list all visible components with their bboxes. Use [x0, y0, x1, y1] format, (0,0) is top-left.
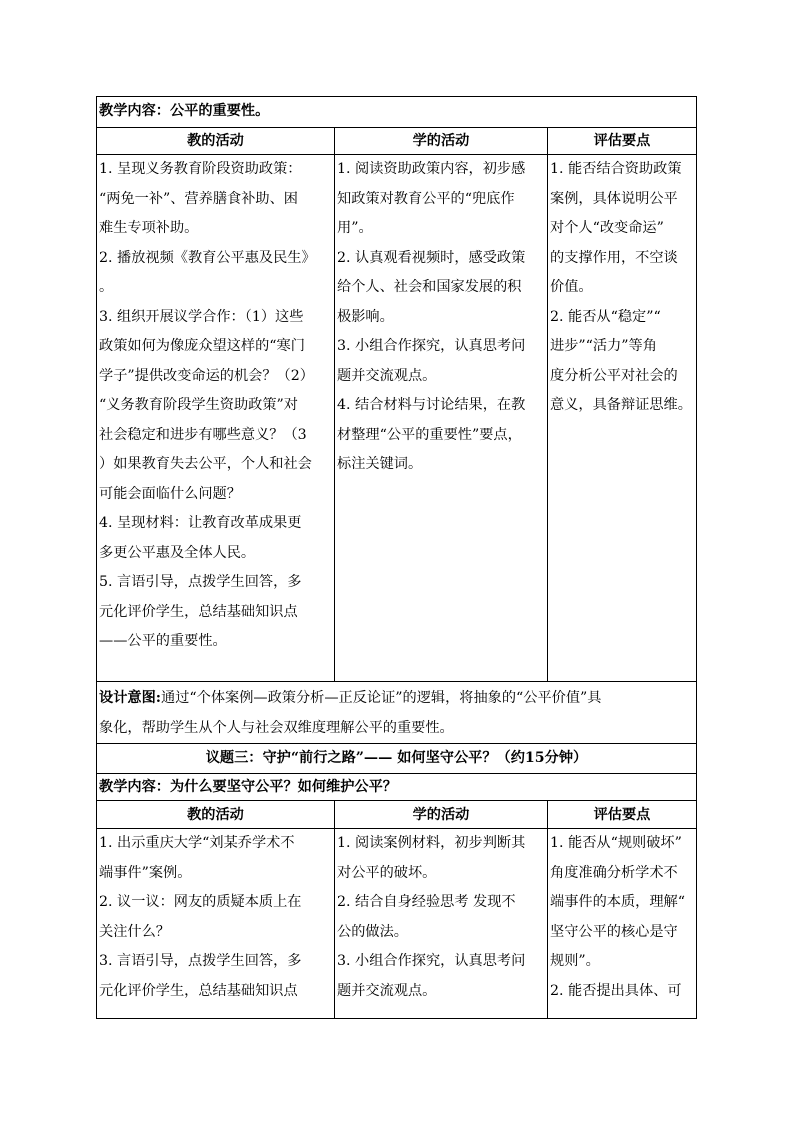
student-line: 题并交流观点。: [337, 367, 437, 384]
teacher-line: “两免一补”、营养膳食补助、困: [99, 190, 298, 207]
lesson-plan-table: [96, 96, 697, 1019]
student-line: 2. 认真观看视频时，感受政策: [337, 249, 526, 266]
student-line: 1. 阅读案例材料，初步判断其: [337, 835, 526, 851]
design-intent: [97, 682, 696, 743]
header-teacher: 教的活动: [97, 128, 335, 154]
teacher-line: 3. 组织开展议学合作：（1）这些: [99, 308, 304, 325]
teacher-line: 社会稳定和进步有哪些意义？（3: [99, 426, 307, 443]
eval-line: 的支撑作用，不空谈: [550, 249, 678, 266]
teacher-line: 可能会面临什么问题？: [99, 485, 241, 502]
teacher-line: 多更公平惠及全体人民。: [99, 544, 256, 561]
teacher-line: ——公平的重要性。: [99, 633, 227, 649]
teacher-line: 4. 呈现材料：让教育改革成果更: [99, 515, 302, 531]
header-student: 学的活动: [335, 801, 548, 828]
header-eval: 评估要点: [593, 807, 651, 823]
eval-line: 对个人“改变命运”: [550, 220, 664, 236]
eval-line: 进步”“活力”等角: [550, 338, 657, 354]
student-line: 知政策对教育公平的“兜底作: [337, 190, 515, 207]
topic-title: 议题三：守护“前行之路”—— 如何坚守公平？（约15分钟）: [205, 750, 588, 766]
student-line: 极影响。: [337, 308, 394, 325]
eval-line: 端事件的本质，理解“: [550, 894, 685, 910]
eval-line: 1. 能否结合资助政策: [550, 161, 682, 177]
eval-line: 价值。: [550, 279, 593, 295]
eval-line: 规则”。: [550, 953, 600, 969]
content-title-2: 教学内容：为什么要坚守公平？如何维护公平？: [99, 779, 397, 795]
eval-line: 角度准确分析学术不: [550, 864, 678, 881]
eval-line: 坚守公平的核心是守: [550, 923, 678, 940]
content-title-row-2: [96, 773, 697, 800]
teacher-line: 关注什么？: [99, 923, 170, 940]
teacher-line: 元化评价学生，总结基础知识点: [99, 603, 298, 620]
teacher-line: “义务教育阶段学生资助政策”对: [99, 397, 298, 413]
header-row-2: [96, 800, 697, 828]
student-activities: [335, 155, 548, 681]
teacher-line: 1. 出示重庆大学“刘某乔学术不: [99, 835, 295, 851]
teacher-line: 2. 议一议：网友的质疑本质上在: [99, 894, 302, 910]
design-intent-row: [96, 681, 697, 743]
eval-points: [548, 155, 696, 681]
header-row: [96, 127, 697, 154]
content-title: 教学内容：公平的重要性。: [99, 103, 270, 119]
student-line: 对公平的破坏。: [337, 864, 437, 881]
eval-line: 2. 能否从“稳定”“: [550, 308, 661, 325]
teacher-line: 难生专项补助。: [99, 220, 199, 236]
teacher-line: 。: [99, 279, 114, 295]
topic-title-row: [96, 743, 697, 773]
teacher-line: ）如果教育失去公平，个人和社会: [99, 456, 312, 472]
student-line: 用”。: [337, 220, 373, 236]
design-intent-text: 象化，帮助学生从个人与社会双维度理解公平的重要性。: [99, 719, 454, 736]
header-eval: 评估要点: [593, 133, 651, 149]
teacher-line: 元化评价学生，总结基础知识点: [99, 982, 298, 999]
design-intent-label: 设计意图:: [99, 690, 161, 706]
student-line: 给个人、社会和国家发展的积: [337, 279, 522, 295]
eval-line: 度分析公平对社会的: [550, 367, 678, 384]
teacher-line: 政策如何为像庞众望这样的“寒门: [99, 338, 305, 354]
student-activities-2: [335, 829, 548, 1018]
student-line: 材整理“公平的重要性”要点，: [337, 426, 522, 443]
content-title-row: [96, 96, 697, 127]
eval-points-2: [548, 829, 696, 1018]
teacher-line: 3. 言语引导，点拨学生回答，多: [99, 953, 302, 969]
student-line: 2. 结合自身经验思考 发现不: [337, 894, 516, 910]
teacher-activities-2: [97, 829, 335, 1018]
header-teacher: 教的活动: [97, 801, 335, 828]
student-line: 4. 结合材料与讨论结果，在教: [337, 397, 526, 413]
teacher-line: 2. 播放视频《教育公平惠及民生》: [99, 249, 316, 266]
teacher-line: 5. 言语引导，点拨学生回答，多: [99, 574, 302, 590]
header-student: 学的活动: [335, 128, 548, 154]
design-intent-text: 通过“个体案例—政策分析—正反论证”的逻辑，将抽象的“公平价值”具: [161, 690, 602, 706]
activities-row-2: [96, 828, 697, 1019]
teacher-activities: [97, 155, 335, 681]
student-line: 题并交流观点。: [337, 982, 437, 999]
teacher-line: 学子”提供改变命运的机会？（2）: [99, 367, 314, 384]
student-line: 标注关键词。: [337, 456, 423, 472]
student-line: 1. 阅读资助政策内容，初步感: [337, 161, 526, 177]
student-line: 3. 小组合作探究，认真思考问: [337, 953, 526, 969]
student-line: 3. 小组合作探究，认真思考问: [337, 338, 526, 354]
eval-line: 案例，具体说明公平: [550, 190, 678, 207]
student-line: 公的做法。: [337, 923, 408, 940]
activities-row: [96, 154, 697, 681]
teacher-line: 端事件”案例。: [99, 864, 192, 881]
eval-line: 意义，具备辩证思维。: [550, 397, 692, 413]
eval-line: 2. 能否提出具体、可: [550, 982, 682, 999]
teacher-line: 1. 呈现义务教育阶段资助政策：: [99, 161, 302, 177]
eval-line: 1. 能否从“规则破坏”: [550, 835, 682, 851]
